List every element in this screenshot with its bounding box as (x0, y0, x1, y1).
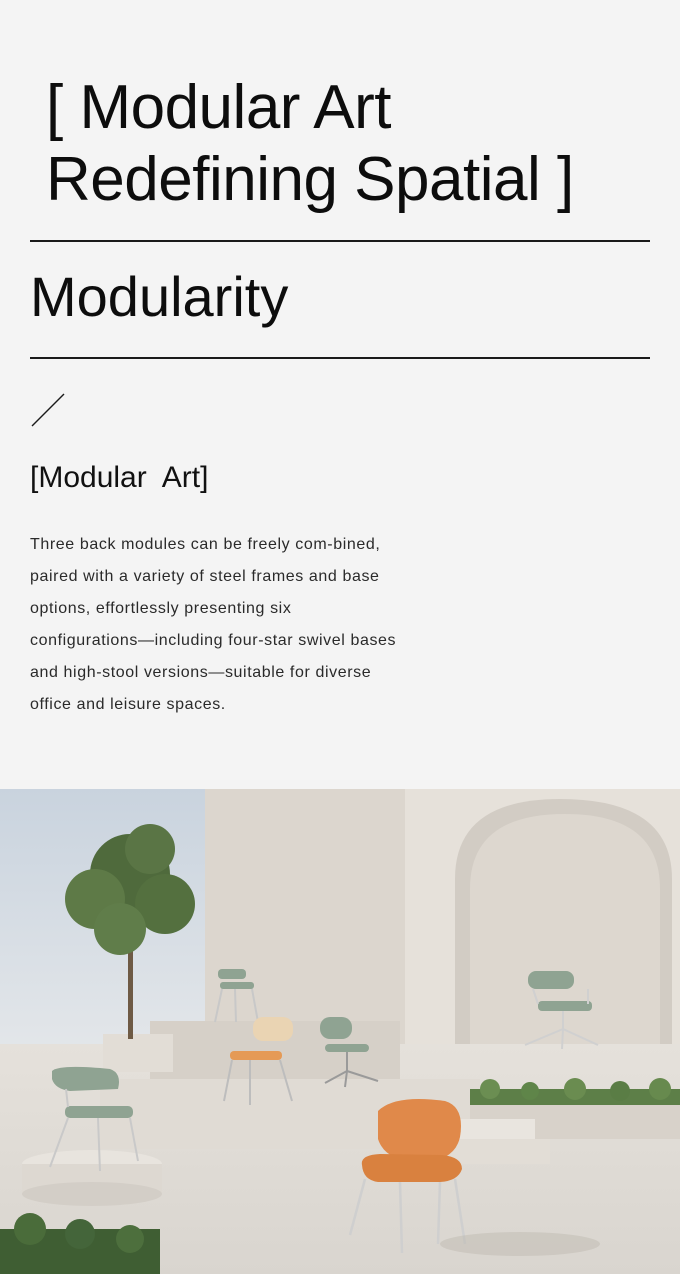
hero-title (46, 72, 646, 216)
product-scene-image (0, 789, 680, 1274)
top-divider (30, 240, 650, 242)
body-paragraph: Three back modules can be freely com-bined, paired with a variety of steel frames and base options, effortlessly presenting six configurations—including four-star swivel bases and high-stool versions—suitable for diverse office and leisure spaces. (30, 536, 397, 713)
hero-title-line-1: [ Modular Art (46, 73, 391, 142)
sub-heading: [Modular Art] (30, 461, 209, 494)
section-heading: Modularity (30, 265, 289, 328)
bottom-divider (30, 357, 650, 359)
slash-icon (30, 392, 66, 428)
hero-title-line-2: Redefining Spatial ] (46, 145, 574, 214)
